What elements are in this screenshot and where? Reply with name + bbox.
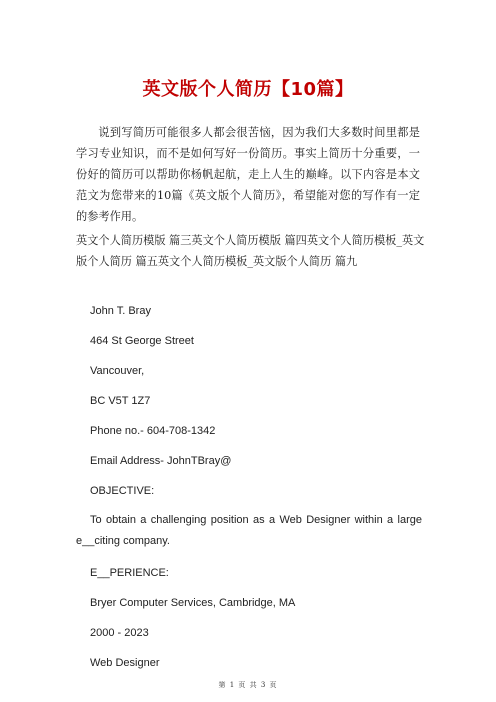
employer-line: Bryer Computer Services, Cambridge, MA [90,597,296,609]
objective-heading: OBJECTIVE: [90,485,155,497]
page-footer: 第 1 页 共 3 页 [218,681,278,689]
resume-postal: BC V5T 1Z7 [90,395,151,407]
document-title: 英文版个人简历【10篇】 [142,79,354,100]
resume-name: John T. Bray [90,305,151,317]
resume-email: Email Address- JohnTBray@ [90,455,232,467]
resume-street: 464 St George Street [90,335,194,347]
intro-paragraph: 说到写简历可能很多人都会很苦恼，因为我们大多数时间里都是学习专业知识，而不是如何写好一份简历。事实上简历十分重要，一份好的简历可以帮助你杨帆起航，走上人生的巅峰。以下内容是本文范文为您带来的10篇《英文版个人简历》，希望能对您的写作有一定的参考作用。 [76,126,420,223]
job-title: Web Designer [90,657,160,669]
employment-years: 2000 - 2023 [90,627,149,639]
resume-phone: Phone no.- 604-708-1342 [90,425,216,437]
version-list-paragraph: 英文个人简历模版 篇三英文个人简历模版 篇四英文个人简历模板_英文版个人简历 篇五英文个人简历模板_英文版个人简历 篇九 [76,234,425,268]
resume-city: Vancouver, [90,365,145,377]
objective-text: To obtain a challenging position as a Web Designer within a large e__citing company. [76,514,422,547]
experience-heading: E__PERIENCE: [90,567,169,579]
